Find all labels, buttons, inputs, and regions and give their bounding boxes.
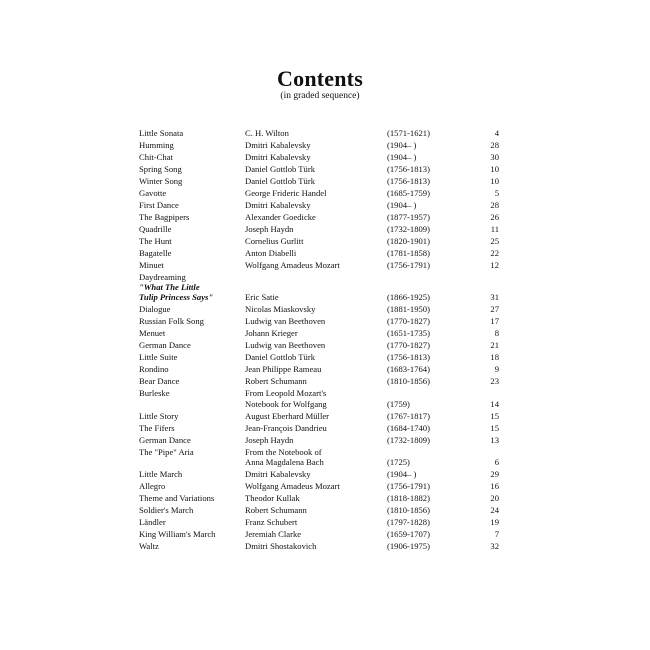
entry-composer: August Eberhard Müller	[245, 410, 330, 421]
entry-years: (1759)	[387, 398, 410, 409]
entry-composer: Joseph Haydn	[245, 224, 294, 234]
entry-page-number: 23	[490, 376, 499, 387]
toc-entry	[139, 423, 501, 433]
entry-years: (1659-1707)	[387, 528, 430, 539]
toc-entry	[139, 140, 501, 150]
entry-years: (1732-1809)	[387, 224, 430, 234]
entry-composer: Dmitri Kabalevsky	[245, 200, 311, 210]
entry-composer-line: Notebook for Wolfgang	[245, 398, 327, 409]
entry-page-number: 30	[490, 152, 499, 162]
entry-composer: Robert Schumann	[245, 504, 307, 515]
toc-entry	[139, 224, 501, 234]
entry-title: Rondino	[139, 364, 169, 375]
entry-title-line: Daydreaming	[139, 272, 186, 282]
entry-page-number: 4	[494, 128, 499, 138]
entry-years: (1651-1735)	[387, 328, 430, 339]
entry-composer: Daniel Gottlob Türk	[245, 164, 316, 174]
entry-title: Little Story	[139, 410, 179, 421]
toc-entry	[139, 435, 501, 445]
entry-title: Quadrille	[139, 224, 172, 234]
toc-entry	[139, 505, 501, 515]
entry-years: (1877-1957)	[387, 212, 430, 222]
entry-years: (1797-1828)	[387, 516, 430, 527]
entry-page-number: 11	[490, 224, 499, 234]
entry-title: Little Sonata	[139, 128, 184, 138]
entry-composer: Franz Schubert	[245, 516, 298, 527]
toc-entry	[139, 469, 501, 479]
entry-composer-line: From Leopold Mozart's	[245, 388, 327, 399]
entry-years: (1881-1950)	[387, 304, 430, 315]
entry-page-number: 31	[490, 292, 499, 303]
toc-entry	[139, 128, 501, 138]
entry-title: Burleske	[139, 388, 170, 399]
page-subtitle: (in graded sequence)	[280, 91, 360, 101]
entry-composer: Johann Krieger	[245, 328, 298, 339]
entry-page-number: 16	[490, 480, 499, 491]
entry-composer: Jeremiah Clarke	[245, 528, 302, 539]
entry-page-number: 14	[490, 398, 499, 409]
entry-composer: Daniel Gottlob Türk	[245, 176, 316, 186]
entry-years: (1904– )	[387, 152, 417, 162]
entry-years: (1818-1882)	[387, 492, 430, 503]
entry-composer: Dmitri Kabalevsky	[245, 468, 311, 479]
entry-page-number: 15	[490, 410, 499, 421]
entry-title: First Dance	[139, 200, 179, 210]
entry-page-number: 32	[490, 540, 499, 551]
entry-composer: Eric Satie	[245, 292, 279, 303]
entry-composer: Joseph Haydn	[245, 434, 294, 445]
toc-entry	[139, 340, 501, 350]
entry-page-number: 29	[490, 468, 499, 479]
toc-entry	[139, 411, 501, 421]
entry-subtitle-line: "What The Little	[139, 282, 200, 293]
entry-years: (1904– )	[387, 468, 417, 479]
entry-page-number: 7	[494, 528, 499, 539]
toc-group	[139, 411, 501, 445]
entry-page-number: 20	[490, 492, 499, 503]
entry-title: Humming	[139, 140, 174, 150]
entry-title: German Dance	[139, 340, 191, 351]
toc-entry	[139, 248, 501, 258]
entry-years: (1683-1764)	[387, 364, 430, 375]
toc-entry	[139, 152, 501, 162]
entry-title: The Hunt	[139, 236, 172, 246]
entry-composer: Dmitri Kabalevsky	[245, 152, 311, 162]
entry-years: (1770-1827)	[387, 316, 430, 327]
entry-years: (1767-1817)	[387, 410, 430, 421]
entry-page-number: 24	[490, 504, 499, 515]
toc-entry	[139, 481, 501, 491]
toc-entry	[139, 176, 501, 186]
entry-years: (1756-1813)	[387, 164, 430, 174]
entry-years: (1810-1856)	[387, 504, 430, 515]
entry-composer: C. H. Wilton	[245, 128, 289, 138]
entry-composer: Robert Schumann	[245, 376, 307, 387]
entry-page-number: 15	[490, 422, 499, 433]
entry-title: Minuet	[139, 260, 164, 270]
toc-group	[139, 304, 501, 386]
toc-entry	[139, 164, 501, 174]
entry-composer: Anton Diabelli	[245, 248, 297, 258]
toc-entry	[139, 304, 501, 314]
toc-entry-pipe-aria	[139, 447, 501, 467]
entry-years: (1684-1740)	[387, 422, 430, 433]
table-of-contents	[139, 128, 501, 553]
toc-entry	[139, 316, 501, 326]
entry-title: Ländler	[139, 516, 166, 527]
entry-years: (1725)	[387, 456, 410, 467]
entry-title: Menuet	[139, 328, 166, 339]
entry-title: Little Suite	[139, 352, 178, 363]
entry-title: Russian Folk Song	[139, 316, 204, 327]
entry-title: Gavotte	[139, 188, 167, 198]
entry-page-number: 9	[494, 364, 499, 375]
entry-subtitle-line: Tulip Princess Says"	[139, 292, 214, 303]
entry-title: The Fifers	[139, 422, 175, 433]
entry-page-number: 21	[490, 340, 499, 351]
entry-page-number: 19	[490, 516, 499, 527]
toc-entry	[139, 364, 501, 374]
entry-composer: Ludwig van Beethoven	[245, 316, 326, 327]
toc-entry	[139, 328, 501, 338]
entry-composer: George Frideric Handel	[245, 188, 327, 198]
entry-composer: Ludwig van Beethoven	[245, 340, 326, 351]
entry-page-number: 28	[490, 140, 499, 150]
page-title: Contents	[277, 66, 363, 91]
entry-title: Theme and Variations	[139, 492, 215, 503]
toc-entry	[139, 260, 501, 270]
toc-entry-daydreaming	[139, 272, 501, 303]
entry-years: (1756-1791)	[387, 260, 430, 270]
entry-years: (1904– )	[387, 200, 417, 210]
entry-title: King William's March	[139, 528, 216, 539]
toc-entry	[139, 517, 501, 527]
toc-entry	[139, 529, 501, 539]
toc-entry	[139, 188, 501, 198]
entry-years: (1732-1809)	[387, 434, 430, 445]
entry-title: Spring Song	[139, 164, 182, 174]
entry-composer: Cornelius Gurlitt	[245, 236, 304, 246]
entry-composer: Dmitri Shostakovich	[245, 540, 317, 551]
toc-entry-burleske	[139, 388, 501, 408]
entry-title: Chit-Chat	[139, 152, 173, 162]
entry-years: (1685-1759)	[387, 188, 430, 198]
entry-composer	[245, 447, 387, 467]
toc-entry	[139, 541, 501, 551]
entry-composer: Alexander Goedicke	[245, 212, 316, 222]
entry-title: Allegro	[139, 480, 166, 491]
entry-page-number: 27	[490, 304, 499, 315]
entry-title: Winter Song	[139, 176, 183, 186]
toc-group	[139, 128, 501, 270]
entry-title: The Bagpipers	[139, 212, 190, 222]
entry-years: (1866-1925)	[387, 292, 430, 303]
entry-page-number: 6	[494, 456, 499, 467]
entry-title: Bear Dance	[139, 376, 180, 387]
entry-title: German Dance	[139, 434, 191, 445]
entry-years: (1756-1813)	[387, 352, 430, 363]
entry-composer: Jean-François Dandrieu	[245, 422, 327, 433]
toc-entry	[139, 493, 501, 503]
entry-composer: Theodor Kullak	[245, 492, 300, 503]
toc-entry	[139, 376, 501, 386]
entry-composer: Wolfgang Amadeus Mozart	[245, 260, 340, 270]
entry-composer: Nicolas Miaskovsky	[245, 304, 316, 315]
toc-group	[139, 469, 501, 551]
entry-composer: Daniel Gottlob Türk	[245, 352, 316, 363]
entry-years: (1906-1975)	[387, 540, 430, 551]
entry-title: Dialogue	[139, 304, 171, 315]
entry-page-number: 13	[490, 434, 499, 445]
entry-page-number: 28	[490, 200, 499, 210]
entry-years: (1770-1827)	[387, 340, 430, 351]
entry-years: (1904– )	[387, 140, 417, 150]
entry-page-number: 18	[490, 352, 499, 363]
entry-composer: Dmitri Kabalevsky	[245, 140, 311, 150]
entry-composer-line: Anna Magdalena Bach	[245, 456, 324, 467]
entry-page-number: 5	[494, 188, 499, 198]
entry-years: (1756-1791)	[387, 480, 430, 491]
entry-years: (1781-1858)	[387, 248, 430, 258]
entry-years: (1571-1621)	[387, 128, 430, 138]
entry-title: Soldier's March	[139, 504, 194, 515]
entry-page-number: 26	[490, 212, 499, 222]
entry-page-number: 10	[490, 176, 499, 186]
toc-entry	[139, 200, 501, 210]
entry-page-number: 17	[490, 316, 499, 327]
entry-title: Waltz	[139, 540, 159, 551]
entry-page-number: 22	[490, 248, 499, 258]
toc-entry	[139, 352, 501, 362]
entry-years: (1810-1856)	[387, 376, 430, 387]
entry-composer	[245, 388, 387, 408]
entry-years: (1756-1813)	[387, 176, 430, 186]
entry-composer-line: From the Notebook of	[245, 446, 322, 457]
entry-title: Little March	[139, 468, 183, 479]
entry-title: Bagatelle	[139, 248, 172, 258]
entry-composer: Jean Philippe Rameau	[245, 364, 322, 375]
entry-page-number: 8	[494, 328, 499, 339]
entry-page-number: 12	[490, 260, 499, 270]
entry-composer: Wolfgang Amadeus Mozart	[245, 480, 340, 491]
toc-entry	[139, 236, 501, 246]
entry-title: The "Pipe" Aria	[139, 446, 194, 457]
entry-title	[139, 272, 245, 303]
toc-entry	[139, 212, 501, 222]
entry-years: (1820-1901)	[387, 236, 430, 246]
entry-page-number: 10	[490, 164, 499, 174]
entry-page-number: 25	[490, 236, 499, 246]
